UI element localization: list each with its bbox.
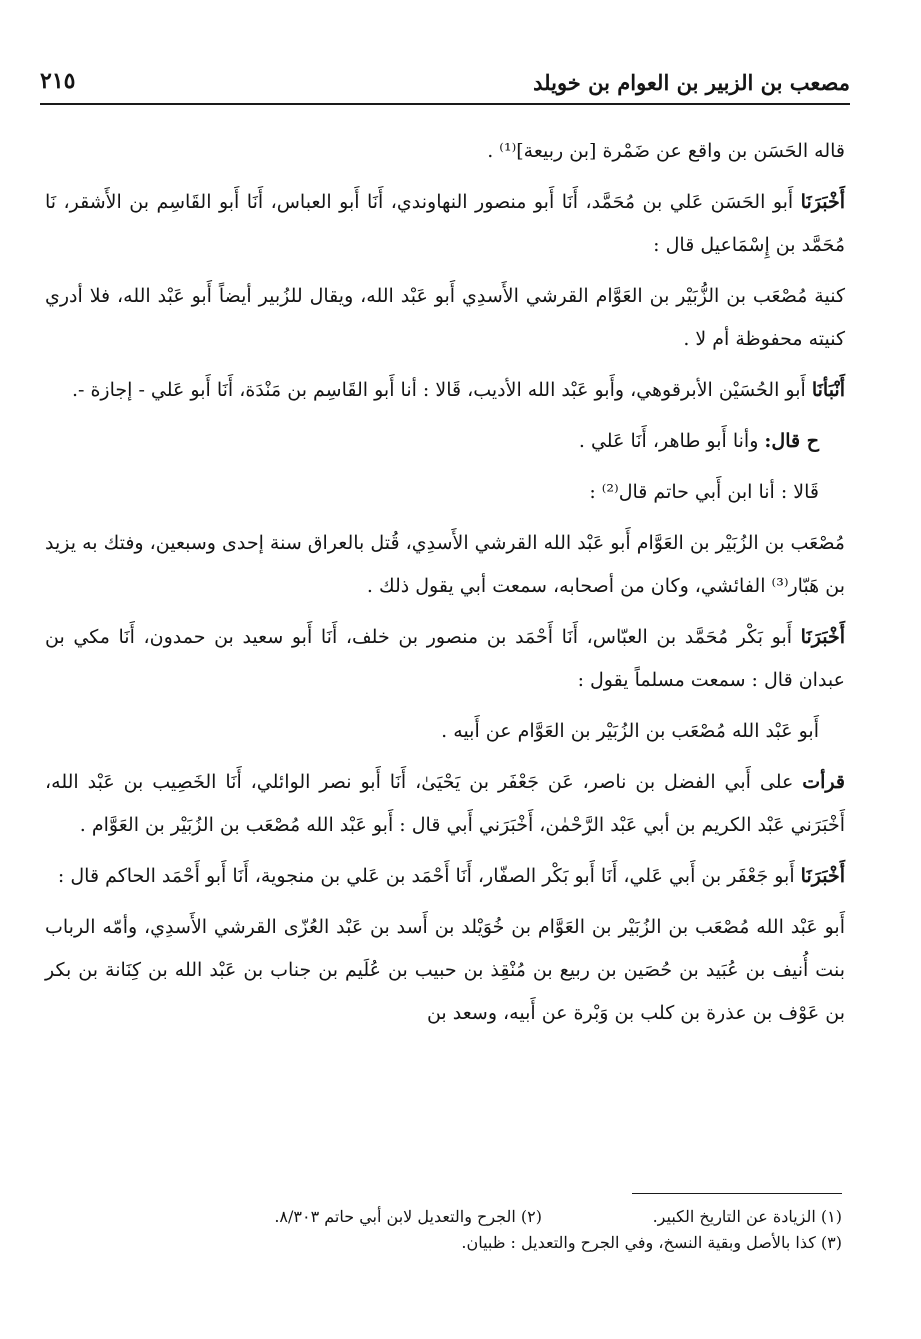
footnote-rule xyxy=(632,1193,842,1194)
paragraph-text: كنية مُصْعَب بن الزُّبَيْر بن العَوَّام القرشي الأَسدِي أَبو عَبْد الله، ويقال للزُبير أيضاً أَبو عَبْد الله، فلا أدري كنيته محفوظة أم لا . xyxy=(45,285,845,350)
footnote-row xyxy=(60,1230,842,1256)
paragraph-text: على أَبي الفضل بن ناصر، عَن جَعْفَر بن يَحْيَىٰ، أَنَا أَبو نصر الوائلي، أَنَا الخَصِيب بن عَبْد الله، أَخْبَرَني عَبْد الكريم بن أبي عَبْد الرَّحْمٰن، أَخْبَرَني أَبي قال : أَبو عَبْد الله مُصْعَب بن الزُبَيْر بن العَوَّام . xyxy=(45,771,845,836)
header-rule xyxy=(40,103,850,105)
paragraph-text: أَبو الحَسَن عَلي بن مُحَمَّد، أَنَا أَبو منصور النهاوندي، أَنَا أَبو العباس، أَنَا أَبو القَاسِم بن الأَشقر، نَا مُحَمَّد بن إِسْمَاعيل قال : xyxy=(45,191,845,256)
paragraph xyxy=(45,906,845,1035)
paragraph-text: أَبو بَكْر مُحَمَّد بن العبّاس، أَنَا أَحْمَد بن منصور بن خلف، أَنَا أَبو سعيد بن حمدون، أَنَا مكي بن عبدان قال : سمعت مسلماً يقول : xyxy=(45,626,845,691)
paragraph xyxy=(45,130,845,173)
paragraph-lead: ح قال: xyxy=(764,430,819,452)
paragraph-lead: أَنْبَأنَا xyxy=(811,379,845,401)
paragraph-text: قَالا : أنا ابن أَبي حاتم قال⁽²⁾ : xyxy=(589,481,819,503)
footnote-row xyxy=(60,1204,842,1230)
footnote-2: (٢) الجرح والتعديل لابن أبي حاتم ٨/٣٠٣. xyxy=(274,1207,542,1226)
paragraph xyxy=(45,855,845,898)
page-number: ٢١٥ xyxy=(40,68,76,94)
page-header xyxy=(40,64,850,100)
paragraph-lead: أَخْبَرَنَا xyxy=(800,626,845,648)
paragraph xyxy=(45,616,845,702)
paragraph-lead: قرأت xyxy=(802,771,845,793)
paragraph-lead: أَخْبَرَنَا xyxy=(800,191,845,213)
body-text xyxy=(45,130,845,1043)
footnotes xyxy=(60,1204,842,1256)
footnote-3: (٣) كذا بالأصل وبقية النسخ، وفي الجرح والتعديل : ظبيان. xyxy=(461,1233,842,1252)
paragraph xyxy=(45,471,845,514)
footnote-1: (١) الزيادة عن التاريخ الكبير. xyxy=(652,1207,842,1226)
paragraph-text: أَبو عَبْد الله مُصْعَب بن الزُبَيْر بن العَوَّام عن أَبيه . xyxy=(441,720,819,742)
paragraph-lead: أَخْبَرَنَا xyxy=(800,865,845,887)
paragraph-text: أَبو جَعْفَر بن أَبي عَلي، أَنَا أَبو بَكْر الصفّار، أَنَا أَحْمَد بن عَلي بن منجوية، أَنَا أَبو أَحْمَد الحاكم قال : xyxy=(57,865,801,887)
running-title: مصعب بن الزبير بن العوام بن خويلد xyxy=(533,70,850,95)
paragraph xyxy=(45,275,845,361)
paragraph-text: مُصْعَب بن الزُبَيْر بن العَوَّام أَبو عَبْد الله القرشي الأَسدِي، قُتل بالعراق سنة إحدى وسبعين، وفتك به يزيد بن هَبّار⁽³⁾ الفائشي، وكان من أصحابه، سمعت أبي يقول ذلك . xyxy=(45,532,845,597)
paragraph xyxy=(45,761,845,847)
paragraph-text: أَبو عَبْد الله مُصْعَب بن الزُبَيْر بن العَوَّام بن خُوَيْلد بن أَسد بن عَبْد العُزّى القرشي الأَسدِي، وأمّه الرباب بنت أُنيف بن عُبَيد بن حُصَين بن ربيع بن مُنْقِذ بن حبيب بن عُلَيم بن جناب بن عَبْد الله بن كِنَانة بن بكر بن عَوْف بن عذرة بن كلب بن وَبْرة عن أَبيه، وسعد بن xyxy=(45,916,845,1024)
paragraph-text: قاله الحَسَن بن واقع عن ضَمْرة [بن ربيعة]⁽¹⁾ . xyxy=(487,140,845,162)
paragraph xyxy=(45,710,845,753)
paragraph xyxy=(45,181,845,267)
paragraph-text: أَبو الحُسَيْن الأبرقوهي، وأَبو عَبْد الله الأديب، قَالا : أنا أَبو القَاسِم بن مَنْدَة، أَنَا أَبو عَلي - إجازة -. xyxy=(71,379,812,401)
paragraph xyxy=(45,522,845,608)
paragraph-text: وأنا أَبو طاهر، أَنَا عَلي . xyxy=(578,430,765,452)
paragraph xyxy=(45,369,845,412)
paragraph xyxy=(45,420,845,463)
